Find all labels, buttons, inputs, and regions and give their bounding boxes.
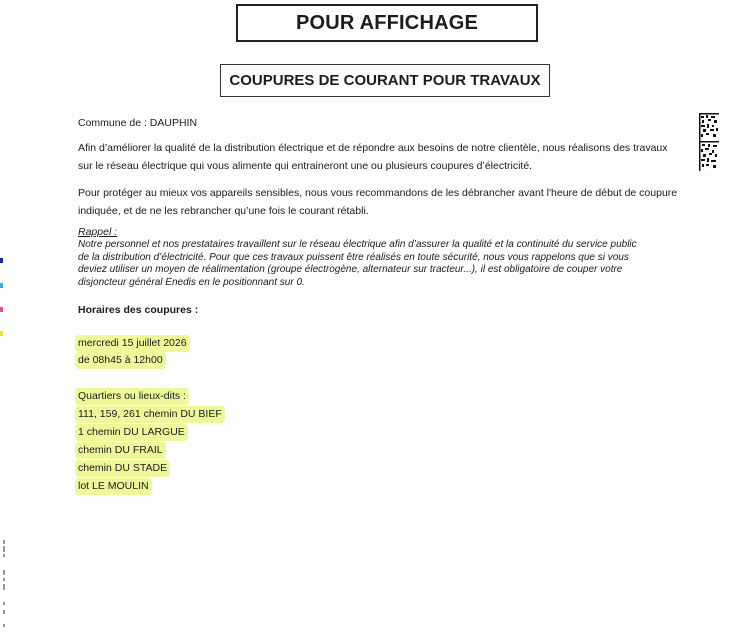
outage-date-text: mercredi 15 juillet 2026	[75, 335, 190, 352]
location-text: 1 chemin DU LARGUE	[75, 424, 188, 441]
intro-line: Afin d’améliorer la qualité de la distribution électrique et de répondre aux besoins de notre clientèle, nous réalisons des travaux	[78, 142, 668, 154]
scan-mark	[0, 331, 3, 336]
advice-line: Pour protéger au mieux vos appareils sensibles, nous vous recommandons de les débrancher avant l'heure de début de coupure	[78, 187, 678, 199]
list-item	[75, 478, 152, 495]
outage-date	[75, 335, 190, 352]
quartiers-heading-text: Quartiers ou lieux-dits :	[75, 388, 189, 405]
rappel-line: disjoncteur général Enedis en le positionnant sur 0.	[78, 276, 305, 288]
list-item	[75, 424, 188, 441]
horaires-heading: Horaires des coupures :	[78, 304, 199, 316]
location-text: 111, 159, 261 chemin DU BIEF	[75, 406, 225, 423]
rappel-heading: Rappel :	[78, 226, 118, 238]
list-item	[75, 460, 170, 477]
rappel-line: de la distribution d’électricité. Pour que ces travaux puissent être réalisés en toute sécurité, nous vous rappelons que si vous	[78, 251, 629, 263]
page-title: POUR AFFICHAGE	[236, 4, 538, 42]
rappel-paragraph	[78, 239, 668, 289]
list-item	[75, 442, 166, 459]
rappel-line: deviez utiliser un moyen de réalimentation (groupe électrogène, alternateur sur tracteur...), il est obligatoire de couper votre	[78, 264, 623, 275]
scan-edge-print	[0, 540, 10, 630]
datamatrix-code-icon	[699, 113, 719, 171]
scan-mark	[0, 258, 3, 263]
commune-line: Commune de : DAUPHIN	[78, 117, 198, 129]
rappel-line: Notre personnel et nos prestataires travaillent sur le réseau électrique afin d’assurer la qualité et la continuité du service public	[78, 239, 637, 250]
advice-paragraph	[78, 184, 678, 220]
outage-time	[75, 352, 166, 369]
intro-paragraph	[78, 139, 678, 175]
quartiers-heading	[75, 388, 189, 405]
outage-time-text: de 08h45 à 12h00	[75, 352, 166, 369]
scan-mark	[0, 283, 3, 288]
location-text: chemin DU FRAIL	[75, 442, 166, 459]
scan-mark	[0, 307, 3, 312]
intro-line: sur le réseau électrique qui vous alimente qui entraineront une ou plusieurs coupures d’électricité.	[78, 160, 533, 172]
page-subtitle: COUPURES DE COURANT POUR TRAVAUX	[220, 64, 550, 97]
location-text: lot LE MOULIN	[75, 478, 152, 495]
advice-line: indiquée, et de ne les rebrancher qu’une fois le courant rétabli.	[78, 205, 369, 217]
list-item	[75, 406, 225, 423]
location-text: chemin DU STADE	[75, 460, 170, 477]
